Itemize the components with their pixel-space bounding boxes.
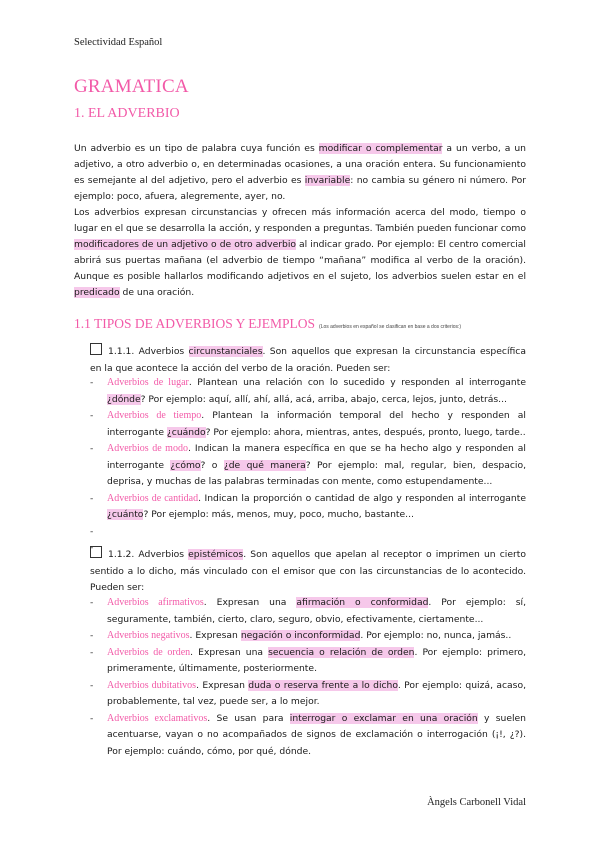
text: ? o	[200, 459, 224, 471]
highlight: ¿dónde	[107, 393, 141, 405]
highlight: negación o inconformidad	[240, 630, 361, 641]
term: Adverbios dubitativos	[107, 679, 197, 691]
text: . Por ejemplo: primero, primeramente, últimamente, posteriormente.	[107, 646, 526, 674]
text: a un verbo, a un adjetivo, a otro adverbio o, en determinadas ocasiones, a una oración entera. Su funcionamiento es semejante al del adjetivo, pero el adverbio es	[74, 143, 526, 186]
highlight: ¿cuándo	[166, 426, 206, 438]
section-1-1-heading	[74, 316, 461, 332]
highlight: invariable	[304, 175, 351, 186]
dash: -	[90, 646, 94, 658]
document-title: GRAMATICA	[74, 76, 189, 97]
highlight: predicado	[74, 287, 120, 298]
text: . Expresan	[189, 630, 241, 641]
highlight: epistémicos	[188, 549, 244, 560]
text: ? Por ejemplo: más, menos, muy, poco, mucho, bastante...	[143, 509, 414, 520]
list-item	[90, 678, 526, 711]
highlight: ¿cómo	[170, 459, 201, 471]
text: 1.1.1. Adverbios	[108, 346, 189, 357]
text: . Expresan	[196, 679, 249, 691]
highlight: duda o reserva frente a lo dicho	[248, 679, 398, 691]
highlight: afirmación o conformidad	[296, 597, 429, 608]
text: . Indican la proporción o cantidad de algo y responden al interrogante	[198, 492, 526, 504]
text: . Por ejemplo: quizá, acaso, probablemente, tal vez, puede ser, a lo mejor.	[107, 679, 526, 707]
page-header: Selectividad Español	[74, 37, 163, 48]
highlight: secuencia o relación de orden	[268, 646, 415, 658]
dash: -	[90, 377, 94, 388]
checklist-item-circunstanciales	[90, 343, 526, 377]
list-item	[90, 441, 526, 491]
list-item	[90, 595, 526, 628]
highlight: ¿de qué manera	[223, 459, 306, 471]
page-footer: Àngels Carbonell Vidal	[427, 797, 526, 808]
term: Adverbios de tiempo	[107, 410, 202, 421]
text: Un adverbio es un tipo de palabra cuya función es	[74, 143, 319, 154]
text: ? Por ejemplo: ahora, mientras, antes, después, pronto, luego, tarde..	[205, 426, 526, 438]
dash: -	[90, 542, 94, 553]
list-item	[90, 645, 526, 678]
empty-list-item	[90, 524, 526, 541]
text: . Son aquellos que apelan al receptor o imprimen un cierto sentido a lo dicho, más vinculado con el emisor que con las circunstancias de lo acontecido. Pueden ser:	[90, 549, 526, 593]
section-1-1-note: (Los adverbios en español se clasifican en base a dos criterios:)	[319, 324, 462, 330]
dash: -	[90, 679, 94, 691]
term: Adverbios de cantidad	[107, 492, 199, 504]
highlight: interrogar o exclamar en una oración	[289, 712, 478, 724]
bullet-list-circunstanciales	[90, 375, 526, 557]
term: Adverbios de orden	[107, 646, 191, 658]
section-1-heading: 1. EL ADVERBIO	[74, 106, 180, 121]
term: Adverbios negativos	[107, 630, 190, 641]
dash: -	[90, 525, 94, 537]
text: 1.1.2. Adverbios	[108, 549, 189, 560]
term: Adverbios exclamativos	[107, 712, 208, 724]
dash: -	[90, 597, 94, 608]
text: . Plantean una relación con lo sucedido y responden al interrogante	[188, 377, 526, 388]
list-item	[90, 711, 526, 761]
text: . Por ejemplo: no, nunca, jamás..	[360, 630, 512, 641]
text: . Indican la manera específica en que se ha hecho algo y responden al interrogante	[107, 443, 526, 471]
list-item	[90, 491, 526, 524]
text: y suelen acentuarse, vayan o no acompañados de signos de exclamación o interrogación (¡!, ¿?). Por ejemplo: cuándo, cómo, por qué, dónde.	[107, 712, 527, 757]
dash: -	[90, 443, 94, 454]
dash: -	[90, 410, 94, 421]
dash: -	[90, 492, 94, 504]
intro-paragraph-1	[74, 141, 526, 205]
text: . Por ejemplo: sí, seguramente, también, cierto, claro, seguro, obvio, efectivamente, ciertamente...	[107, 597, 527, 625]
text: . Expresan una	[190, 646, 269, 658]
list-item	[90, 375, 526, 408]
term: Adverbios de lugar	[107, 377, 189, 388]
intro-paragraph-2	[74, 205, 526, 301]
text: . Se usan para	[207, 712, 290, 724]
list-item	[90, 408, 526, 441]
checkbox[interactable]	[90, 343, 102, 355]
text: . Expresan una	[203, 597, 297, 608]
highlight: modificadores de un adjetivo o de otro adverbio	[74, 239, 297, 250]
text: . Plantean la información temporal del hecho y responden al interrogante	[107, 410, 526, 438]
text: : no cambia su género ni número. Por ejemplo: poco, afuera, alegremente, ayer, no.	[74, 175, 526, 202]
text: Los adverbios expresan circunstancias y ofrecen más información acerca del modo, tiempo o lugar en el que se desarrolla la acción, y responden a preguntas. También pueden funcionar como	[74, 207, 526, 234]
highlight: modificar o complementar	[318, 143, 443, 154]
highlight: circunstanciales	[188, 346, 263, 357]
text: ? Por ejemplo: mal, regular, bien, despacio, deprisa, y muchas de las palabras terminadas con mente, como estupendamente...	[107, 459, 526, 487]
section-1-1-title: 1.1 TIPOS DE ADVERBIOS Y EJEMPLOS	[74, 316, 316, 331]
text: de una oración.	[119, 287, 195, 298]
term: Adverbios afirmativos	[107, 597, 204, 608]
highlight: ¿cuánto	[107, 509, 144, 520]
text: al indicar grado. Por ejemplo: El centro comercial abrirá sus puertas mañana (el adverbio de tiempo “mañana” modifica al verbo de la oración). Aunque es posible hallarlos modificando adjetivos en el sujeto, los adverbios suelen estar en el	[74, 239, 526, 282]
text: . Son aquellos que expresan la circunstancia específica en la que acontece la acción del verbo de la oración. Pueden ser:	[90, 346, 526, 374]
list-item	[90, 628, 526, 645]
term: Adverbios de modo	[107, 443, 188, 454]
dash: -	[90, 712, 94, 724]
dash: -	[90, 630, 94, 641]
checkbox[interactable]	[90, 546, 102, 558]
bullet-list-epistemicos	[90, 595, 526, 760]
text: ? Por ejemplo: aquí, allí, ahí, allá, acá, arriba, abajo, cerca, lejos, junto, detrás...	[140, 393, 507, 405]
checklist-item-epistemicos	[90, 546, 526, 597]
